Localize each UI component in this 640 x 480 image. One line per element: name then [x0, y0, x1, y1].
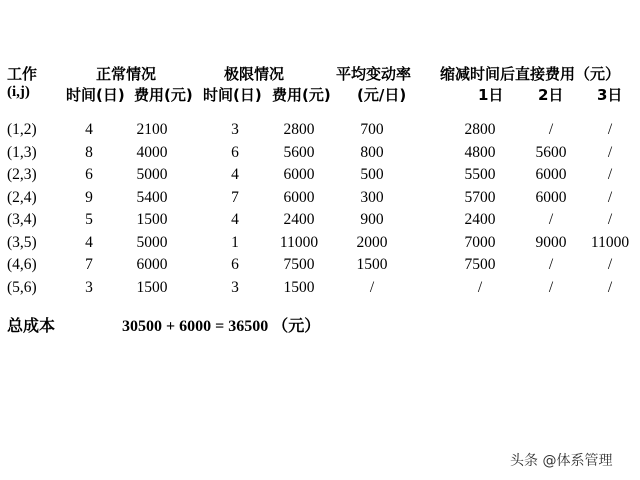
cell-cost-day2: /: [548, 278, 554, 296]
cell-limit-cost: 11000: [279, 233, 319, 251]
cell-cost-day2: 9000: [535, 233, 567, 251]
cell-normal-time: 5: [85, 211, 93, 228]
cell-normal-cost: 1500: [136, 211, 168, 228]
cell-normal-cost: 5000: [136, 233, 168, 251]
cell-avg-rate: 1500: [356, 256, 388, 273]
cell-limit-time: 3: [231, 121, 239, 138]
cell-work: (2,3): [7, 166, 37, 183]
cell-cost-day3: 11000: [590, 233, 630, 251]
header-work-label: 工作: [7, 65, 38, 83]
cell-limit-time: 4: [231, 166, 239, 183]
cell-avg-rate: 2000: [356, 233, 388, 251]
cell-normal-cost: 1500: [136, 278, 168, 296]
cell-cost-day3: /: [607, 278, 613, 296]
header-day3: 3日: [597, 86, 623, 104]
cell-cost-day1: 4800: [464, 143, 496, 161]
header-day1: 1日: [478, 86, 504, 104]
cell-normal-cost: 5400: [136, 188, 168, 206]
cell-cost-day2: 6000: [535, 166, 567, 183]
cell-avg-rate: 800: [360, 143, 384, 161]
cell-work: (2,4): [7, 188, 37, 206]
cell-normal-time: 9: [85, 188, 93, 206]
cell-cost-day1: 7000: [464, 233, 496, 251]
header-limit-group: 极限情况: [224, 65, 285, 83]
cell-work: (4,6): [7, 256, 37, 273]
cell-cost-day2: /: [548, 211, 554, 228]
header-reduced-group: 缩减时间后直接费用（元）: [440, 65, 621, 83]
cell-work: (1,2): [7, 121, 37, 138]
cell-normal-cost: 4000: [136, 143, 168, 161]
header-limit-time: 时间(日): [203, 86, 262, 104]
cell-limit-cost: 1500: [283, 278, 315, 296]
cell-limit-time: 6: [231, 143, 239, 161]
cell-limit-cost: 7500: [283, 256, 315, 273]
cell-cost-day1: 7500: [464, 256, 496, 273]
watermark: 头条 @体系管理: [510, 453, 613, 469]
cell-cost-day3: /: [607, 256, 613, 273]
cell-work: (3,5): [7, 233, 37, 251]
cell-avg-rate: 500: [360, 166, 384, 183]
header-avg-rate: 平均变动率: [336, 65, 412, 83]
cell-limit-cost: 2800: [283, 121, 315, 138]
cell-normal-cost: 2100: [136, 121, 168, 138]
cell-avg-rate: 300: [360, 188, 384, 206]
cell-normal-time: 4: [85, 233, 93, 251]
cell-cost-day1: 5700: [464, 188, 496, 206]
cell-limit-time: 7: [231, 188, 239, 206]
cell-limit-cost: 6000: [283, 188, 315, 206]
cell-work: (5,6): [7, 278, 37, 296]
cell-cost-day1: 2800: [464, 121, 496, 138]
cell-work: (3,4): [7, 211, 37, 228]
header-limit-cost: 费用(元): [272, 86, 331, 104]
cell-limit-time: 3: [231, 278, 239, 296]
cell-normal-cost: 5000: [136, 166, 168, 183]
header-avg-rate-unit: (元/日): [357, 86, 407, 104]
cell-avg-rate: /: [369, 278, 375, 296]
cell-limit-cost: 6000: [283, 166, 315, 183]
cell-cost-day1: /: [477, 278, 483, 296]
cell-cost-day2: 5600: [535, 143, 567, 161]
cell-work: (1,3): [7, 143, 37, 161]
cell-limit-time: 1: [231, 233, 239, 251]
cell-cost-day1: 2400: [464, 211, 496, 228]
cell-limit-cost: 2400: [283, 211, 315, 228]
cell-normal-cost: 6000: [136, 256, 168, 273]
cell-cost-day3: /: [607, 188, 613, 206]
total-label: 总成本: [7, 316, 56, 335]
cell-avg-rate: 700: [360, 121, 384, 138]
cell-normal-time: 6: [85, 166, 93, 183]
cell-normal-time: 7: [85, 256, 93, 273]
cell-cost-day3: /: [607, 211, 613, 228]
header-day2: 2日: [538, 86, 564, 104]
cell-cost-day3: /: [607, 121, 613, 138]
cell-limit-time: 6: [231, 256, 239, 273]
cell-cost-day2: /: [548, 256, 554, 273]
header-normal-time: 时间(日): [66, 86, 125, 104]
cell-cost-day3: /: [607, 143, 613, 161]
cell-normal-time: 8: [85, 143, 93, 161]
header-normal-cost: 费用(元): [134, 86, 193, 104]
header-work-sub: (i,j): [7, 84, 30, 100]
cell-normal-time: 3: [85, 278, 93, 296]
header-normal-group: 正常情况: [96, 65, 157, 83]
cell-cost-day2: /: [548, 121, 554, 138]
cell-limit-cost: 5600: [283, 143, 315, 161]
cell-avg-rate: 900: [360, 211, 384, 228]
cell-normal-time: 4: [85, 121, 93, 138]
cell-cost-day1: 5500: [464, 166, 496, 183]
cell-limit-time: 4: [231, 211, 239, 228]
total-formula: 30500 + 6000 = 36500 （元）: [122, 318, 321, 335]
cell-cost-day2: 6000: [535, 188, 567, 206]
cell-cost-day3: /: [607, 166, 613, 183]
